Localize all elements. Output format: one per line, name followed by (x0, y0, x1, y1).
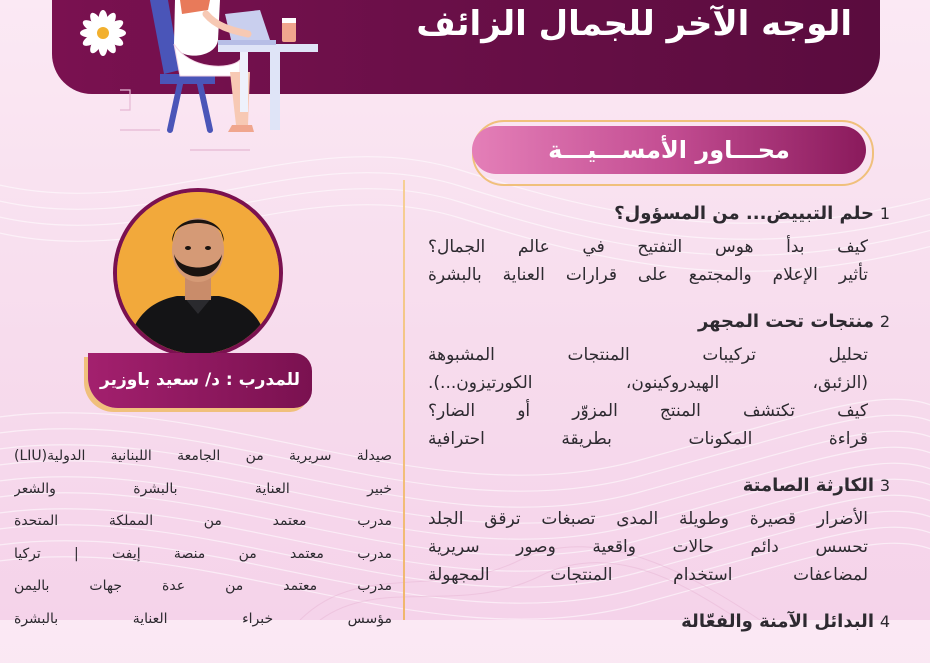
topic-item (428, 203, 896, 289)
vertical-divider (403, 180, 405, 620)
section-pill-label: محـــاور الأمســـيـــة (548, 136, 790, 164)
topic-line: تحسس دائم حالات واقعية وصور سريرية (428, 537, 868, 557)
topic-item (428, 611, 896, 641)
cv-line: صيدلة سريرية من الجامعة اللبنانية الدولية(LIU) (14, 448, 392, 464)
trainer-name: للمدرب : د/ سعيد باوزير (100, 370, 300, 390)
woman-at-laptop-illustration (120, 0, 340, 160)
topic-number: 4 (879, 612, 891, 631)
topic-line: قراءة المكونات بطريقة احترافية (428, 429, 868, 449)
topic-item (428, 311, 896, 453)
cv-line: خبير العناية بالبشرة والشعر (14, 480, 392, 497)
cv-line: مدرب معتمد من المملكة المتحدة (14, 513, 392, 529)
trainer-cv-list (14, 440, 392, 635)
daisy-flower-icon (78, 8, 128, 58)
trainer-photo (113, 188, 283, 358)
topic-line: تأثير الإعلام والمجتمع على قرارات العناية بالبشرة (428, 265, 868, 285)
cv-line: مدرب معتمد من منصة إيفت | تركيا (14, 545, 392, 562)
topic-line: الأضرار قصيرة وطويلة المدى تصبغات ترقق الجلد (428, 509, 868, 529)
topic-title: حلم التبييض... من المسؤول؟ (614, 203, 874, 224)
topic-line: لمضاعفات استخدام المنتجات المجهولة (428, 565, 868, 585)
topic-number: 1 (879, 204, 891, 223)
topics-list (428, 203, 896, 663)
topic-item (428, 475, 896, 589)
topic-title: الكارثة الصامتة (742, 475, 874, 496)
cv-line: مؤسس خبراء العناية بالبشرة (14, 610, 392, 627)
trainer-portrait-image (117, 192, 279, 354)
topic-title: البدائل الآمنة والفعّالة (681, 611, 874, 632)
topic-line: كيف بدأ هوس التفتيح في عالم الجمال؟ (428, 237, 868, 257)
topic-number: 3 (879, 476, 891, 495)
cv-line: مدرب معتمد من عدة جهات باليمن (14, 578, 392, 594)
banner-title: الوجه الآخر للجمال الزائف (416, 4, 852, 44)
topic-title: منتجات تحت المجهر (697, 311, 874, 332)
topic-number: 2 (879, 312, 891, 331)
topic-line: (الزئبق، الهيدروكينون، الكورتيزون...). (428, 373, 868, 393)
topic-line: تحليل تركيبات المنتجات المشبوهة (428, 345, 868, 365)
topic-line: كيف تكتشف المنتج المزوّر أو الضار؟ (428, 401, 868, 421)
